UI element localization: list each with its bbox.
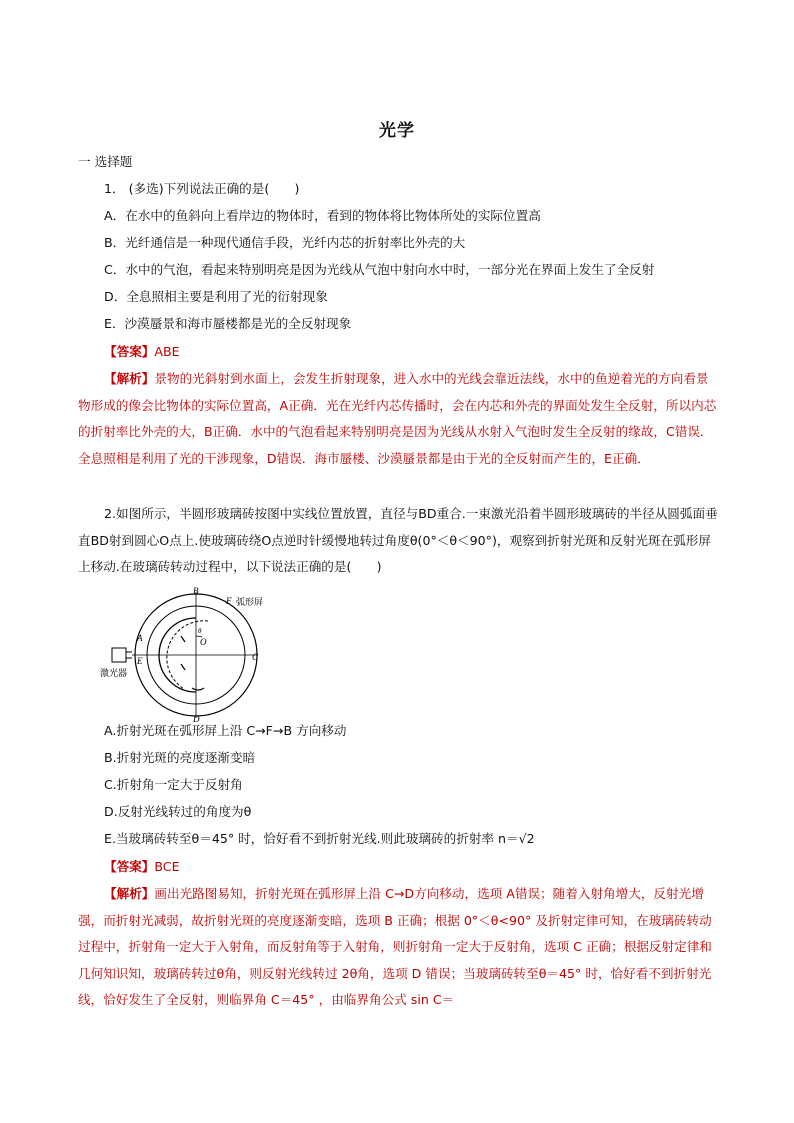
svg-text:弧形屏: 弧形屏 [236,597,264,607]
svg-text:O: O [200,637,207,647]
analysis-tag: 【解析】 [104,886,155,901]
svg-text:θ: θ [198,627,202,635]
svg-text:激光器: 激光器 [100,668,128,678]
svg-text:D: D [193,714,200,724]
q1-option-c: C．水中的气泡，看起来特别明亮是因为光线从气泡中射向水中时，一部分光在界面上发生了全反射 [104,262,655,277]
q2-option-d: D.反射光线转过的角度为θ [104,804,252,819]
svg-text:E: E [137,656,143,666]
analysis-tag: 【解析】 [104,371,155,386]
q2-option-b: B.折射光斑的亮度逐渐变暗 [104,750,256,765]
q1-analysis [78,366,720,472]
q1-stem: 1． (多选)下列说法正确的是( ) [104,181,300,196]
svg-text:C: C [252,652,259,662]
q1-option-b: B．光纤通信是一种现代通信手段，光纤内芯的折射率比外壳的大 [104,235,466,250]
answer-value: BCE [154,859,180,874]
q2-option-a: A.折射光斑在弧形屏上沿 C→F→B 方向移动 [104,723,347,738]
answer-tag: 【答案】 [104,859,155,874]
analysis-text: 画出光路图易知，折射光斑在弧形屏上沿 C→D方向移动，选项 A错误；随着入射角增大，反射光增强，而折射光减弱，故折射光斑的亮度逐渐变暗，选项 B 正确；根据 0°＜θ<90° 及折射定律可知，在玻璃砖转动过程中，折射角一定大于入射角，而反射角等于入射角，则折射角一定大于反射角，选项 C 正确；根据反射定律和几何知识知，玻璃砖转过θ角，则反射光线转过 2θ角，选项 D 错误；当玻璃砖转至θ＝45° 时，恰好看不到折射光线，恰好发生了全反射，则临界角 C＝45° ，由临界角公式 sin C＝ [78,886,712,1007]
q1-answer [104,343,180,361]
q2-option-c: C.折射角一定大于反射角 [104,777,243,792]
analysis-text: 景物的光斜射到水面上，会发生折射现象，进入水中的光线会靠近法线，水中的鱼逆着光的方向看景物形成的像会比物体的实际位置高，A正确．光在光纤内芯传播时，会在内芯和外壳的界面处发生全反射，所以内芯的折射率比外壳的大，B正确．水中的气泡看起来特别明亮是因为光线从水射入气泡时发生全反射的缘故，C错误．全息照相是利用了光的干涉现象，D错误．海市蜃楼、沙漠蜃景都是由于光的全反射而产生的，E正确． [78,371,717,466]
page-title: 光学 [379,121,415,141]
q2-stem: 2.如图所示，半圆形玻璃砖按图中实线位置放置，直径与BD重合.一束激光沿着半圆形玻璃砖的半径从圆弧面垂直BD射到圆心O点上.使玻璃砖绕O点逆时针缓慢地转过角度θ(0°＜θ＜90°)，观察到折射光斑和反射光斑在弧形屏上移动.在玻璃砖转动过程中，以下说法正确的是( ) [78,506,718,574]
q2-analysis [78,881,720,1014]
svg-text:F: F [226,596,232,606]
q1-option-e: E．沙漠蜃景和海市蜃楼都是光的全反射现象 [104,316,352,331]
section-heading: 一 选择题 [78,154,133,169]
q1-option-d: D．全息照相主要是利用了光的衍射现象 [104,289,328,304]
svg-text:B: B [193,586,199,596]
q2-figure [100,586,278,724]
q2-answer [104,858,180,876]
svg-text:A: A [137,633,143,643]
q1-option-a: A．在水中的鱼斜向上看岸边的物体时，看到的物体将比物体所处的实际位置高 [104,208,541,223]
answer-tag: 【答案】 [104,344,155,359]
q2-option-e: E.当玻璃砖转至θ＝45° 时，恰好看不到折射光线.则此玻璃砖的折射率 n＝√2 [104,831,535,846]
answer-value: ABE [154,344,180,359]
